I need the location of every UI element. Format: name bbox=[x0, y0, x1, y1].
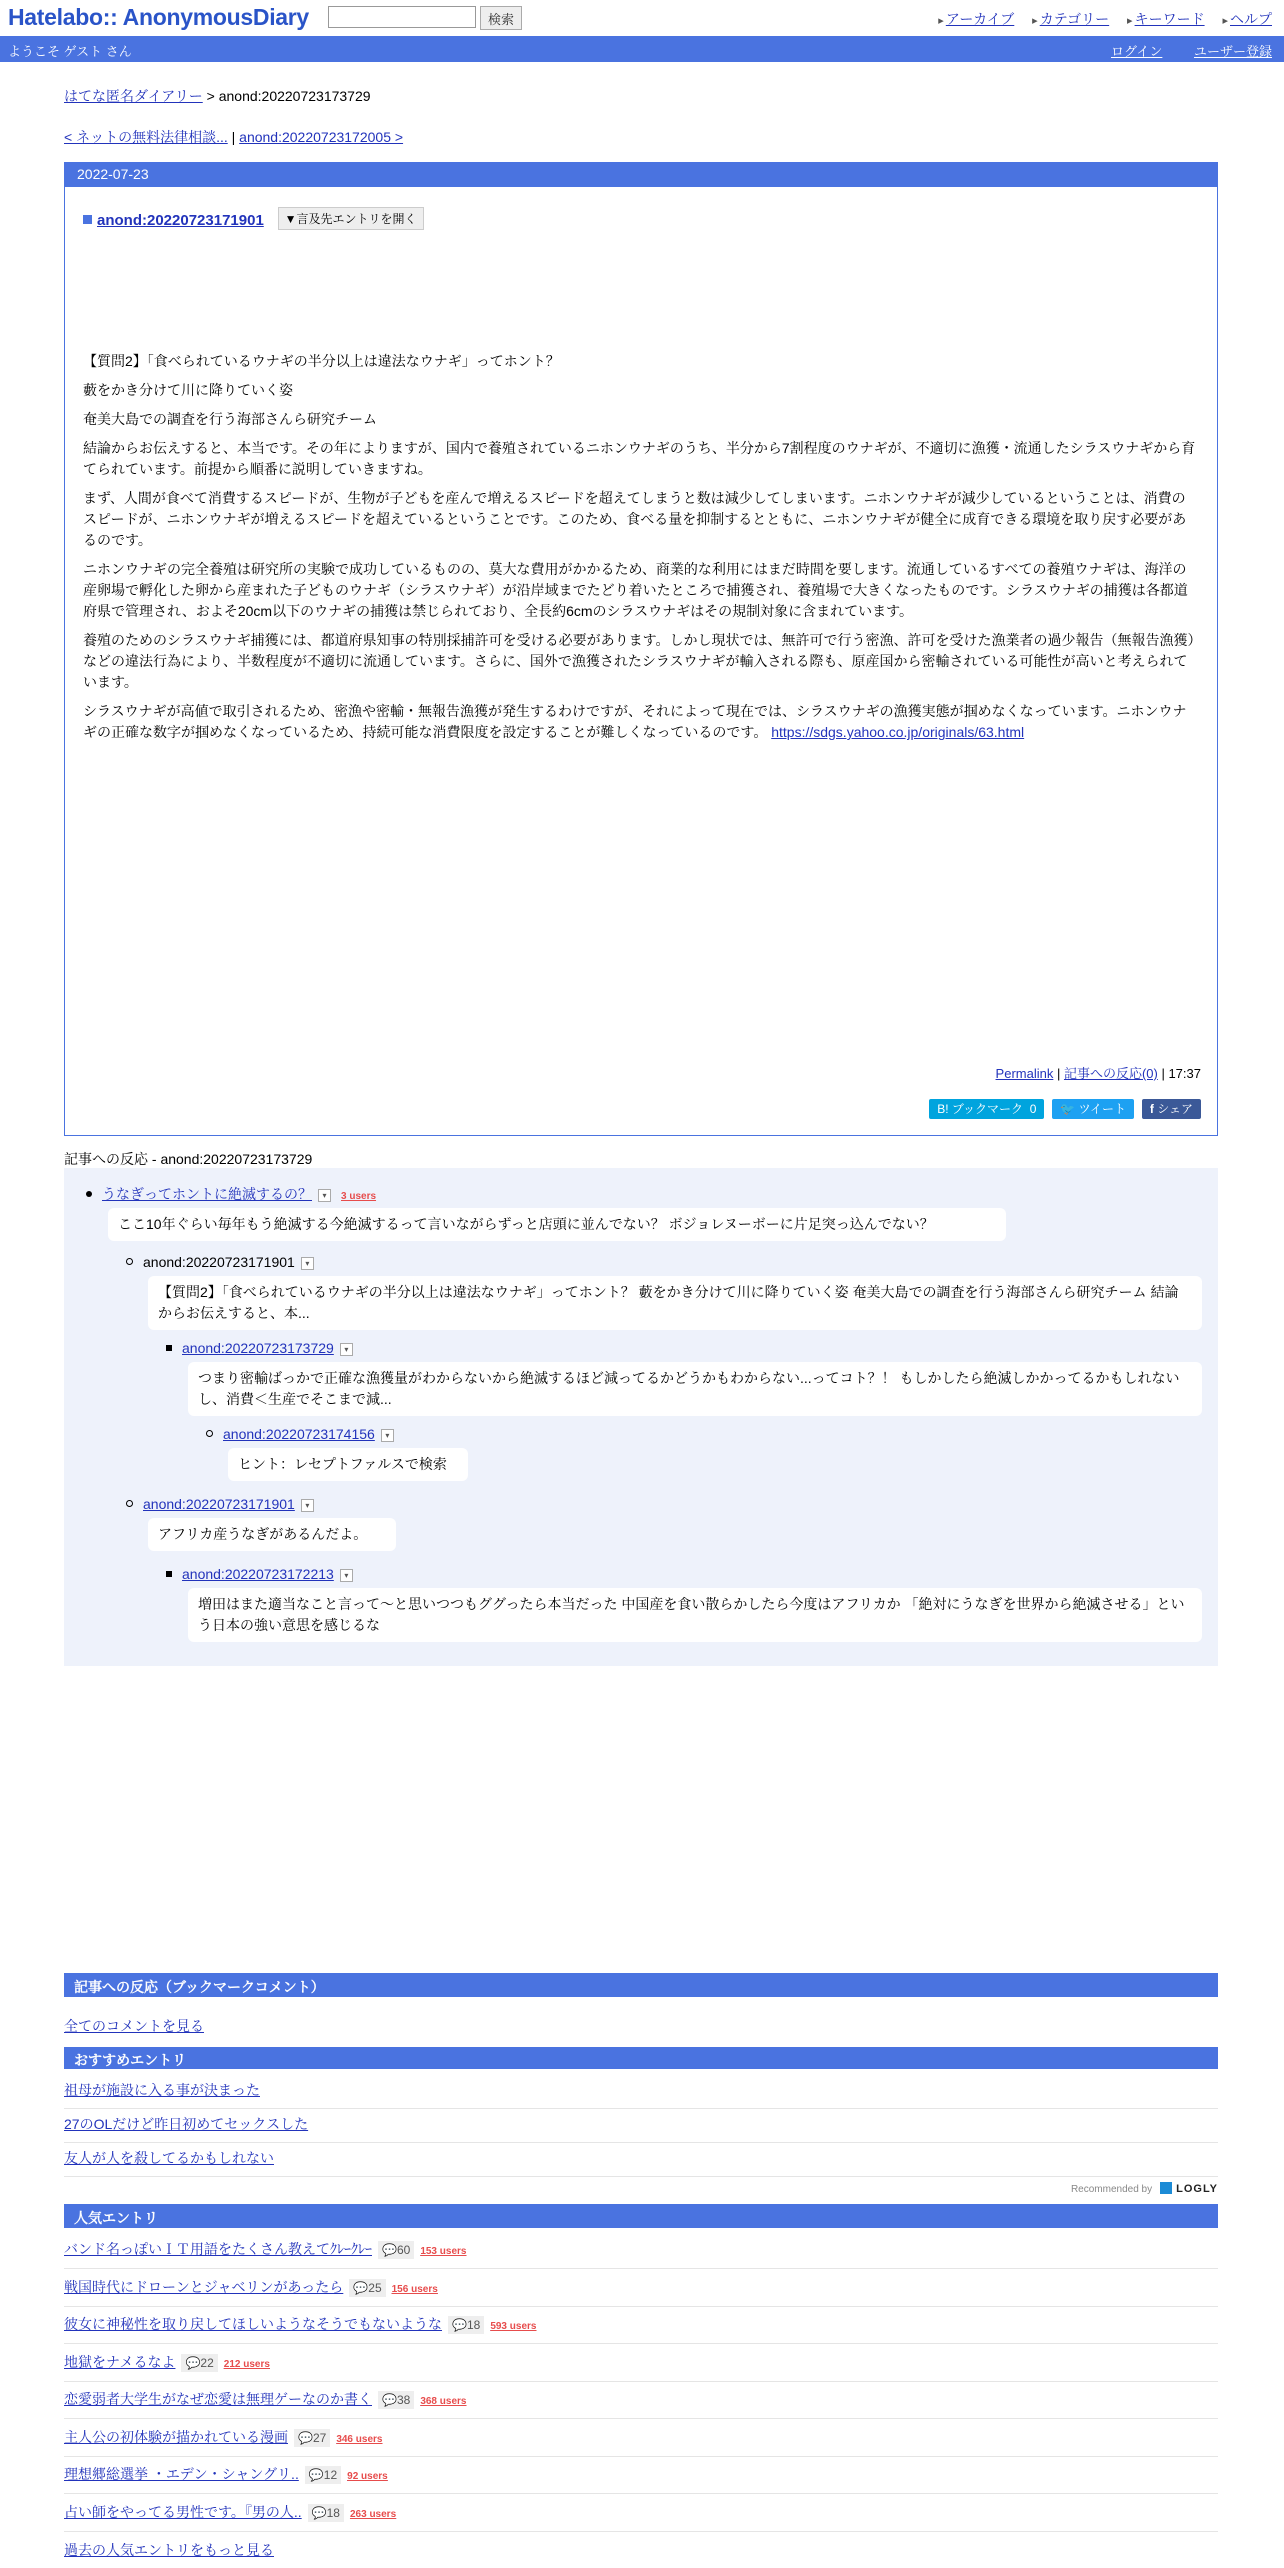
article bbox=[64, 162, 1218, 1136]
recommend-item bbox=[64, 2080, 1218, 2109]
dropdown-icon[interactable]: ▾ bbox=[301, 1499, 314, 1512]
comment-count-value: 18 bbox=[466, 2318, 481, 2332]
comment-icon: 💬 bbox=[185, 2355, 201, 2370]
popular-item bbox=[64, 2494, 1218, 2532]
recommend-link[interactable]: 祖母が施設に入る事が決まった bbox=[64, 2082, 260, 2098]
popular-item-inner bbox=[64, 2352, 270, 2372]
top-bar bbox=[0, 0, 1284, 36]
reaction-node bbox=[126, 1254, 314, 1270]
twitter-icon: 🐦 bbox=[1060, 1102, 1076, 1116]
comment-icon: 💬 bbox=[382, 2393, 397, 2407]
share-buttons bbox=[925, 1099, 1201, 1119]
fb-label: シェア bbox=[1157, 1102, 1193, 1116]
chevron-right-icon: ▸ bbox=[1222, 15, 1228, 27]
popular-link[interactable]: 戦国時代にドローンとジャベリンがあったら bbox=[64, 2278, 344, 2295]
popular-link[interactable]: 主人公の初体験が描かれている漫画 bbox=[64, 2428, 288, 2445]
users-badge[interactable]: 156 users bbox=[391, 2283, 438, 2295]
comment-count[interactable] bbox=[448, 2316, 484, 2334]
comment-count[interactable] bbox=[378, 2391, 414, 2409]
paragraph-last bbox=[83, 701, 1199, 743]
popular-link[interactable]: 恋愛弱者大学生がなぜ恋愛は無理ゲーなのか書く bbox=[64, 2391, 372, 2407]
register-link[interactable]: ユーザー登録 bbox=[1193, 44, 1272, 59]
paragraph: まず、人間が食べて消費するスピードが、生物が子どもを産んで増えるスピードを超えてしまうと数は減少してしまいます。ニホンウナギが減少しているということは、消費のスピードが、ニホンウナギが増えるスピードを超えているということです。このため、食べる量を抑制するとともに、ニホンウナギが健全に成育できる環境を取り戻す必要があるのです。 bbox=[83, 490, 1187, 548]
users-badge[interactable]: 3 users bbox=[341, 1191, 377, 1202]
reaction-node bbox=[206, 1426, 394, 1442]
logly-label: LOGLY bbox=[1176, 2183, 1218, 2195]
users-badge[interactable]: 263 users bbox=[349, 2508, 397, 2520]
next-entry-link[interactable]: anond:20220723172005 > bbox=[239, 129, 404, 145]
facebook-share-button[interactable] bbox=[1142, 1099, 1201, 1119]
article-body bbox=[83, 351, 1199, 751]
users-badge[interactable]: 153 users bbox=[420, 2246, 467, 2257]
breadcrumb-sep: > bbox=[206, 88, 215, 104]
tweet-label: ツイート bbox=[1078, 1102, 1126, 1116]
search-button[interactable]: 検索 bbox=[480, 6, 522, 30]
bullet bbox=[126, 1258, 133, 1265]
bullet bbox=[206, 1430, 213, 1437]
comment-icon: 💬 bbox=[353, 2280, 369, 2295]
popular-link[interactable]: 彼女に神秘性を取り戻してほしいようなそうでもないような bbox=[64, 2316, 442, 2332]
popular-link[interactable]: 占い師をやってる男性です。『男の人.. bbox=[64, 2503, 302, 2520]
reaction-title[interactable]: anond:20220723172213 bbox=[182, 1566, 334, 1582]
comment-count-value: 25 bbox=[368, 2280, 382, 2295]
popular-item bbox=[64, 2456, 1218, 2494]
user-bar bbox=[0, 36, 1284, 62]
breadcrumb-home[interactable]: はてな匿名ダイアリー bbox=[64, 88, 203, 104]
logly-logo-icon bbox=[1160, 2182, 1172, 2194]
prev-entry-link[interactable]: < ネットの無料法律相談... bbox=[64, 129, 228, 145]
entry-title[interactable]: anond:20220723171901 bbox=[97, 212, 264, 229]
top-nav bbox=[924, 9, 1272, 29]
more-popular-link[interactable]: 過去の人気エントリをもっと見る bbox=[64, 2542, 274, 2558]
recommend-item bbox=[64, 2114, 1218, 2143]
reactions-tree bbox=[64, 1168, 1218, 1666]
bookmark-comments-header: 記事への反応（ブックマークコメント） bbox=[64, 1973, 1218, 1997]
dropdown-icon[interactable]: ▾ bbox=[340, 1343, 353, 1356]
popular-item-inner bbox=[64, 2277, 438, 2297]
bookmark-count: 0 bbox=[1029, 1102, 1037, 1116]
dropdown-icon[interactable]: ▾ bbox=[318, 1189, 331, 1202]
source-link[interactable]: https://sdgs.yahoo.co.jp/originals/63.html bbox=[771, 724, 1025, 740]
dropdown-icon[interactable]: ▾ bbox=[381, 1429, 394, 1442]
bookmark-label: B! ブックマーク bbox=[937, 1102, 1024, 1116]
paragraph: 藪をかき分けて川に降りていく姿 bbox=[83, 382, 293, 398]
dropdown-icon[interactable]: ▾ bbox=[301, 1257, 314, 1270]
reaction-title: anond:20220723171901 bbox=[143, 1254, 295, 1270]
popular-item-inner bbox=[64, 2389, 466, 2409]
users-badge[interactable]: 593 users bbox=[490, 2321, 537, 2332]
comment-count-value: 22 bbox=[200, 2355, 214, 2370]
permalink-line: Permalink | 記事への反応(0) | 17:37 bbox=[995, 1066, 1201, 1081]
paragraph: 養殖のためのシラスウナギ捕獲には、都道府県知事の特別採捕許可を受ける必要があります。しかし現状では、無許可で行う密漁、許可を受けた漁業者の過少報告（無報告漁獲）などの違法行為により、半数程度が不適切に流通しています。さらに、国外で漁獲されたシラスウナギが輸入される際も、原産国から密輸されている可能性が高いと考えられています。 bbox=[83, 632, 1195, 690]
paragraph: 奄美大島での調査を行う海部さんら研究チーム bbox=[83, 411, 377, 427]
welcome-text: ようこそ ゲスト さん bbox=[8, 44, 132, 59]
bullet bbox=[126, 1500, 133, 1507]
popular-item-inner bbox=[64, 2239, 466, 2259]
chevron-right-icon: ▸ bbox=[938, 15, 944, 27]
paragraph: 結論からお伝えすると、本当です。その年によりますが、国内で養殖されているニホンウナギのうち、半分から7割程度のウナギが、不適切に漁獲・流通したシラスウナギから育てられています。前提から順番に説明していきますね。 bbox=[83, 440, 1196, 477]
nav-help[interactable]: ▸ ヘルプ bbox=[1222, 11, 1272, 27]
recommend-link[interactable]: 27のOLだけど昨日初めてセックスした bbox=[64, 2116, 309, 2132]
popular-item-inner bbox=[64, 2502, 396, 2522]
comment-count[interactable] bbox=[349, 2279, 385, 2297]
dropdown-icon[interactable]: ▾ bbox=[340, 1569, 353, 1582]
comment-count-value: 27 bbox=[312, 2430, 327, 2445]
recommended-by[interactable] bbox=[1071, 2182, 1218, 2195]
comment-count[interactable] bbox=[294, 2429, 330, 2447]
chevron-right-icon: ▸ bbox=[1032, 15, 1038, 27]
hatena-bookmark-button[interactable] bbox=[929, 1099, 1044, 1119]
popular-link[interactable]: バンド名っぽいＩＴ用語をたくさん教えてｸﾚｰｸﾚｰ bbox=[64, 2241, 372, 2257]
reaction-excerpt: ここ10年ぐらい毎年もう絶滅する今絶滅するって言いながらずっと店頭に並んでない？ ボジョレヌーボーに片足突っ込んでない？ bbox=[108, 1208, 1006, 1241]
reactions-link[interactable]: 記事への反応(0) bbox=[1063, 1066, 1158, 1081]
more-popular-row bbox=[64, 2540, 1218, 2568]
comment-icon: 💬 bbox=[298, 2430, 313, 2445]
recommend-header: おすすめエントリ bbox=[64, 2047, 1218, 2069]
users-badge[interactable]: 368 users bbox=[420, 2396, 467, 2407]
tweet-button[interactable] bbox=[1052, 1099, 1134, 1119]
comment-count[interactable] bbox=[308, 2504, 344, 2522]
comment-count-value: 12 bbox=[323, 2468, 338, 2482]
reaction-node bbox=[126, 1496, 314, 1512]
popular-item-inner bbox=[64, 2464, 388, 2484]
comment-icon: 💬 bbox=[311, 2505, 327, 2520]
popular-link[interactable]: 理想郷総選挙 ・エデン・シャングリ.. bbox=[64, 2466, 299, 2482]
all-comments-row bbox=[64, 2016, 1218, 2044]
paragraph-text: シラスウナギが高値で取引されるため、密漁や密輸・無報告漁獲が発生するわけですが、それによって現在では、シラスウナギの漁獲実態が掴めなくなっています。ニホンウナギの正確な数字が掴めなくなっているため、持続可能な消費限度を設定することが難しくなっているのです。 bbox=[83, 703, 1187, 740]
comment-icon: 💬 bbox=[452, 2318, 467, 2332]
breadcrumb bbox=[64, 86, 371, 106]
popular-item bbox=[64, 2381, 1218, 2419]
comment-icon: 💬 bbox=[382, 2243, 397, 2257]
popular-item bbox=[64, 2231, 1218, 2269]
popular-item-inner bbox=[64, 2427, 382, 2447]
comment-count-value: 60 bbox=[396, 2243, 411, 2257]
chevron-right-icon: ▸ bbox=[1127, 15, 1133, 27]
comment-count[interactable] bbox=[181, 2354, 217, 2372]
paragraph: 【質問2】「食べられているウナギの半分以上は違法なウナギ」ってホント？ bbox=[83, 353, 560, 369]
facebook-icon: f bbox=[1149, 1102, 1154, 1116]
comment-count[interactable] bbox=[378, 2241, 414, 2259]
comment-icon: 💬 bbox=[308, 2468, 324, 2482]
comment-count-value: 38 bbox=[396, 2393, 411, 2407]
reaction-node bbox=[166, 1340, 353, 1356]
login-link[interactable]: ログイン bbox=[1111, 44, 1163, 59]
reaction-title[interactable]: anond:20220723174156 bbox=[223, 1426, 375, 1442]
article-date: 2022-07-23 bbox=[65, 163, 1217, 187]
site-logo[interactable]: Hatelabo:: AnonymousDiary bbox=[8, 4, 309, 30]
popular-item bbox=[64, 2269, 1218, 2307]
account-links bbox=[1083, 41, 1272, 60]
bullet bbox=[166, 1571, 172, 1577]
nav-category[interactable]: ▸ カテゴリー bbox=[1032, 11, 1110, 27]
reaction-excerpt: 増田はまた適当なこと言って～と思いつつもググったら本当だった 中国産を食い散らかしたら今度はアフリカか 「絶対にうなぎを世界から絶滅させる」という日本の強い意思を感じるな bbox=[188, 1588, 1202, 1642]
reaction-excerpt: つまり密輸ばっかで正確な漁獲量がわからないから絶滅するほど減ってるかどうかもわからない...ってコト？！ もしかしたら絶滅しかかってるかもしれないし、消費＜生産でそこまで減... bbox=[188, 1362, 1202, 1416]
all-comments-link[interactable]: 全てのコメントを見る bbox=[64, 2018, 204, 2034]
reaction-excerpt: 【質問2】「食べられているウナギの半分以上は違法なウナギ」ってホント？ 藪をかき分けて川に降りていく姿 奄美大島での調査を行う海部さんら研究チーム 結論からお伝えすると、本... bbox=[148, 1276, 1202, 1330]
popular-item bbox=[64, 2306, 1218, 2344]
nav-keyword[interactable]: ▸ キーワード bbox=[1127, 11, 1205, 27]
recommended-label: Recommended by bbox=[1070, 2184, 1153, 2195]
reaction-title[interactable]: anond:20220723171901 bbox=[143, 1496, 295, 1512]
reaction-excerpt: ヒント：レセプトファルスで検索 bbox=[228, 1448, 468, 1481]
users-badge[interactable]: 92 users bbox=[347, 2471, 388, 2482]
popular-item-inner bbox=[64, 2314, 536, 2334]
reaction-excerpt: アフリカ産うなぎがあるんだよ。 bbox=[148, 1518, 396, 1551]
bullet bbox=[166, 1345, 172, 1351]
popular-header: 人気エントリ bbox=[64, 2204, 1218, 2228]
reaction-node bbox=[166, 1566, 353, 1582]
search-input[interactable] bbox=[328, 6, 476, 28]
users-badge[interactable]: 212 users bbox=[223, 2358, 270, 2370]
popular-item bbox=[64, 2344, 1218, 2382]
reaction-node bbox=[86, 1184, 376, 1204]
breadcrumb-current: anond:20220723173729 bbox=[218, 88, 371, 104]
comment-count-value: 18 bbox=[326, 2505, 340, 2520]
reaction-title[interactable]: うなぎってホントに絶滅するの？ bbox=[102, 1186, 312, 1202]
paragraph: ニホンウナギの完全養殖は研究所の実験で成功しているものの、莫大な費用がかかるため、商業的な利用にはまだ時間を要します。流通しているすべての養殖ウナギは、海洋の産卵場で孵化した卵から産まれた子どものウナギ（シラスウナギ）が沿岸域までたどり着いたところで捕獲され、養殖場で大きくなったものです。シラスウナギの捕獲は各都道府県で管理され、およそ20cm以下のウナギの捕獲は禁じられており、全長約6cmのシラスウナギはその規制対象に含まれています。 bbox=[83, 561, 1188, 619]
users-badge[interactable]: 346 users bbox=[336, 2433, 383, 2445]
post-time: 17:37 bbox=[1168, 1066, 1201, 1081]
recommend-link[interactable]: 友人が人を殺してるかもしれない bbox=[64, 2150, 274, 2166]
bullet bbox=[86, 1191, 92, 1197]
pager-sep: | bbox=[231, 129, 236, 145]
permalink[interactable]: Permalink bbox=[995, 1066, 1054, 1081]
entry-pager bbox=[64, 127, 403, 147]
recommend-item bbox=[64, 2148, 1218, 2177]
open-reference-button[interactable]: ▼言及先エントリを開く bbox=[278, 207, 424, 230]
popular-item bbox=[64, 2419, 1218, 2457]
popular-link[interactable]: 地獄をナメるなよ bbox=[64, 2353, 176, 2370]
nav-archive[interactable]: ▸ アーカイブ bbox=[938, 11, 1015, 27]
reaction-title[interactable]: anond:20220723173729 bbox=[182, 1340, 334, 1356]
comment-count[interactable] bbox=[305, 2466, 341, 2484]
entry-header bbox=[83, 207, 424, 230]
entry-square-icon bbox=[83, 215, 92, 224]
reactions-title: 記事への反応 - anond:20220723173729 bbox=[64, 1149, 1218, 1174]
